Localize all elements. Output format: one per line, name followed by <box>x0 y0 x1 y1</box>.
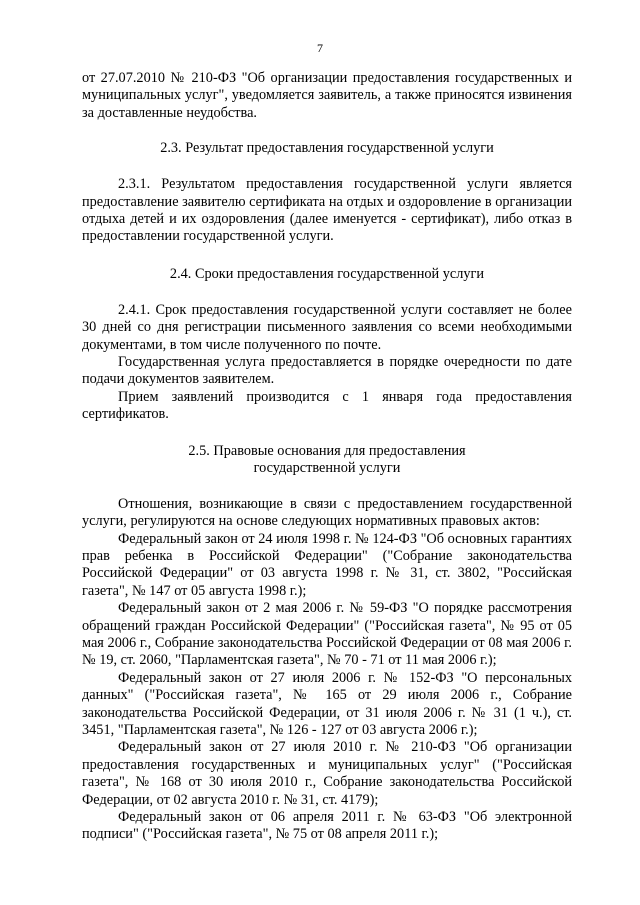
paragraph-continuation: от 27.07.2010 № 210-ФЗ "Об организации предоставления государственных и муниципальных услуг", уведомляется заявитель, а также приносятся извинения за доставленные неудобства. <box>82 70 572 121</box>
section-heading-2-5-line1: 2.5. Правовые основания для предоставления <box>188 442 466 459</box>
legal-act-item: Федеральный закон от 27 июля 2006 г. № 152-ФЗ "О персональных данных" ("Российская газета", № 165 от 29 июля 2006 г., Собрание законодательства Российской Федерации, от 31 июля 2006 г. № 31 (1 ч.), ст. 3451, "Парламентская газета", № 126 - 127 от 03 августа 2006 г.); <box>82 669 572 738</box>
page-number: 7 <box>317 41 323 55</box>
section-heading-2-4: 2.4. Сроки предоставления государственной услуги <box>169 265 485 282</box>
paragraph-2-5-intro: Отношения, возникающие в связи с предоставлением государственной услуги, регулируются на основе следующих нормативных правовых актов: <box>82 495 572 530</box>
legal-act-item: Федеральный закон от 2 мая 2006 г. № 59-ФЗ "О порядке рассмотрения обращений граждан Российской Федерации" ("Российская газета", № 95 от 05 мая 2006 г., Собрание законодательства Российской Федерации от 08 мая 2006 г. № 19, ст. 2060, "Парламентская газета", № 70 - 71 от 11 мая 2006 г.); <box>82 600 572 669</box>
paragraph-2-4-1: 2.4.1. Срок предоставления государственной услуги составляет не более 30 дней со дня регистрации письменного заявления со всеми необходимыми документами, в том числе полученного по почте. <box>82 301 572 353</box>
paragraph-2-3-1: 2.3.1. Результатом предоставления государственной услуги является предоставление заявителю сертификата на отдых и оздоровление в организации отдыха детей и их оздоровления (далее именуется - сертификат), либо отказ в предоставлении государственной услуги. <box>82 176 572 245</box>
legal-act-item: Федеральный закон от 27 июля 2010 г. № 210-ФЗ "Об организации предоставления государственных и муниципальных услуг" ("Российская газета", № 168 от 30 июля 2010 г., Собрание законодательства Российской Федерации, от 02 августа 2010 г. № 31, ст. 4179); <box>82 739 572 808</box>
paragraph-2-4-3: Прием заявлений производится с 1 января года предоставления сертификатов. <box>82 388 572 423</box>
document-body <box>82 0 572 844</box>
section-heading-2-3: 2.3. Результат предоставления государственной услуги <box>160 140 494 157</box>
legal-act-item: Федеральный закон от 06 апреля 2011 г. № 63-ФЗ "Об электронной подписи" ("Российская газета", № 75 от 08 апреля 2011 г.); <box>82 809 572 843</box>
paragraph-2-4-2: Государственная услуга предоставляется в порядке очередности по дате подачи документов заявителем. <box>82 354 572 388</box>
section-heading-2-5 <box>82 443 572 477</box>
section-heading-2-5-line2: государственной услуги <box>253 459 401 476</box>
legal-act-item: Федеральный закон от 24 июля 1998 г. № 124-ФЗ "Об основных гарантиях прав ребенка в Российской Федерации" ("Собрание законодательства Российской Федерации" от 03 августа 1998 г. № 31, ст. 3802, "Российская газета", № 147 от 05 августа 1998 г.); <box>82 530 572 599</box>
